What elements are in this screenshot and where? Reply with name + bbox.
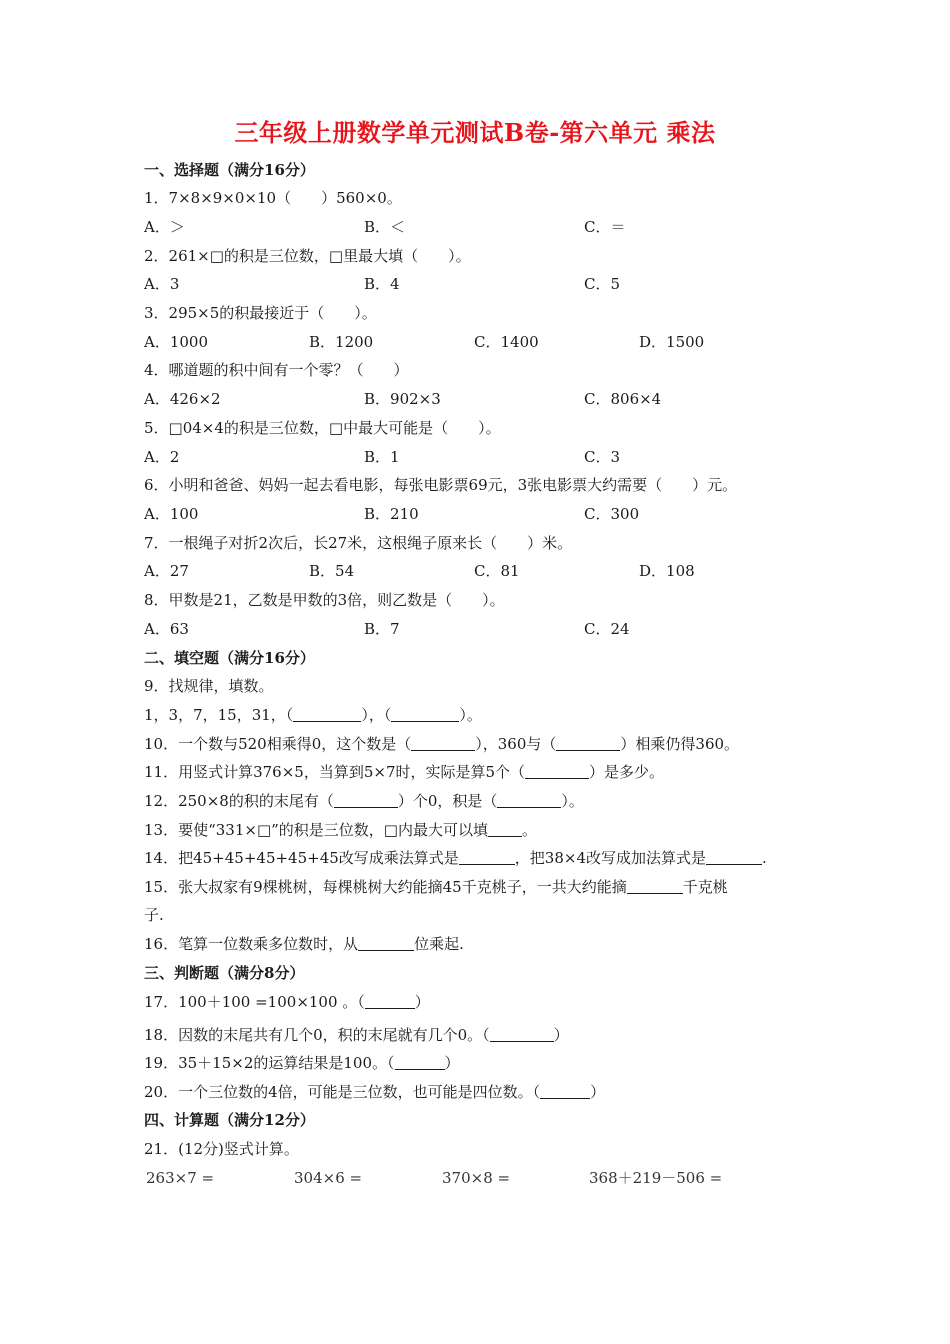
q2-option-c[interactable]: C．5	[584, 275, 621, 293]
q16-text-b: 位乘起.	[414, 935, 464, 953]
q11-blank[interactable]	[525, 762, 589, 779]
q13-blank[interactable]	[488, 820, 522, 837]
question-1: 1．7×8×9×0×10（ ）560×0。	[144, 189, 402, 207]
q18-blank[interactable]	[490, 1025, 554, 1042]
q2-option-a[interactable]: A．3	[144, 275, 180, 293]
question-6: 6．小明和爸爸、妈妈一起去看电影，每张电影票69元，3张电影票大约需要（ ）元。	[144, 476, 738, 494]
q9-blank-1[interactable]	[293, 705, 361, 722]
q10-blank-2[interactable]	[556, 734, 620, 751]
q9-seq-text-c: ）。	[459, 706, 482, 724]
question-5: 5．□04×4的积是三位数，□中最大可能是（ ）。	[144, 419, 501, 437]
section-heading-fill: 二、填空题（满分16分）	[144, 649, 315, 667]
section-heading-calc: 四、计算题（满分12分）	[144, 1111, 315, 1129]
q8-option-a[interactable]: A．63	[144, 620, 189, 638]
question-16	[144, 930, 464, 958]
question-19	[144, 1049, 460, 1077]
q20-text-a: 20．一个三位数的4倍，可能是三位数，也可能是四位数。（	[144, 1083, 541, 1101]
q14-text-a: 14．把45+45+45+45+45改写成乘法算式是	[144, 849, 459, 867]
q15-blank[interactable]	[627, 877, 683, 894]
q17-blank[interactable]	[365, 992, 415, 1009]
question-12	[144, 787, 584, 815]
calc-item-3: 370×8 =	[442, 1169, 511, 1187]
calc-item-2: 304×6 =	[294, 1169, 363, 1187]
q8-option-c[interactable]: C．24	[584, 620, 630, 638]
q7-option-d[interactable]: D．108	[639, 562, 695, 580]
q9-blank-2[interactable]	[391, 705, 459, 722]
q1-option-c[interactable]: C．＝	[584, 218, 626, 236]
q3-option-c[interactable]: C．1400	[474, 333, 539, 351]
q20-blank[interactable]	[540, 1082, 590, 1099]
question-2: 2．261×□的积是三位数，□里最大填（ ）。	[144, 247, 471, 265]
q14-blank-2[interactable]	[706, 848, 762, 865]
question-21: 21．(12分)竖式计算。	[144, 1140, 299, 1158]
q10-text-b: ），360与（	[475, 735, 557, 753]
q14-text-c: .	[762, 849, 767, 867]
q17-text-b: ）	[414, 993, 430, 1011]
q2-option-b[interactable]: B．4	[364, 275, 400, 293]
q12-blank-1[interactable]	[334, 791, 398, 808]
question-13	[144, 816, 537, 844]
q19-text-a: 19．35＋15×2的运算结果是100。（	[144, 1054, 395, 1072]
question-11	[144, 758, 664, 786]
q11-text-b: ）是多少。	[589, 763, 665, 781]
q8-option-b[interactable]: B．7	[364, 620, 400, 638]
question-14	[144, 844, 767, 872]
q9-seq-text-a: 1，3，7，15，31，（	[144, 706, 294, 724]
q14-blank-1[interactable]	[459, 848, 515, 865]
q12-text-c: ）。	[561, 792, 584, 810]
question-17	[144, 988, 430, 1016]
question-9-sequence	[144, 701, 482, 729]
q12-blank-2[interactable]	[497, 791, 561, 808]
q7-option-c[interactable]: C．81	[474, 562, 520, 580]
q3-option-b[interactable]: B．1200	[309, 333, 374, 351]
q5-option-b[interactable]: B．1	[364, 448, 400, 466]
q10-text-a: 10．一个数与520相乘得0，这个数是（	[144, 735, 412, 753]
question-3: 3．295×5的积最接近于（ ）。	[144, 304, 377, 322]
q1-option-b[interactable]: B．＜	[364, 218, 406, 236]
section-heading-judge: 三、判断题（满分8分）	[144, 964, 305, 982]
q18-text-a: 18．因数的末尾共有几个0，积的末尾就有几个0。（	[144, 1026, 490, 1044]
q15-text-a: 15．张大叔家有9棵桃树，每棵桃树大约能摘45千克桃子，一共大约能摘	[144, 878, 627, 896]
q14-text-b: ，把38×4改写成加法算式是	[514, 849, 706, 867]
q10-text-c: ）相乘仍得360。	[620, 735, 740, 753]
q7-option-b[interactable]: B．54	[309, 562, 355, 580]
q3-option-a[interactable]: A．1000	[144, 333, 209, 351]
q19-blank[interactable]	[395, 1053, 445, 1070]
q13-text-b: 。	[521, 821, 537, 839]
q10-blank-1[interactable]	[411, 734, 475, 751]
question-8: 8．甲数是21，乙数是甲数的3倍，则乙数是（ ）。	[144, 591, 505, 609]
question-15-continued: 子.	[144, 906, 164, 924]
q5-option-c[interactable]: C．3	[584, 448, 621, 466]
q15-text-b: 千克桃	[682, 878, 728, 896]
q16-text-a: 16．笔算一位数乘多位数时，从	[144, 935, 359, 953]
q19-text-b: ）	[444, 1054, 460, 1072]
q17-text-a: 17．100＋100 =100×100 。（	[144, 993, 365, 1011]
question-15	[144, 873, 728, 901]
q4-option-c[interactable]: C．806×4	[584, 390, 662, 408]
question-18	[144, 1021, 569, 1049]
q20-text-b: ）	[590, 1083, 606, 1101]
section-heading-choice: 一、选择题（满分16分）	[144, 161, 315, 179]
q13-text-a: 13．要使“331×□”的积是三位数，□内最大可以填	[144, 821, 488, 839]
q4-option-b[interactable]: B．902×3	[364, 390, 441, 408]
q6-option-c[interactable]: C．300	[584, 505, 640, 523]
q6-option-b[interactable]: B．210	[364, 505, 419, 523]
q1-option-a[interactable]: A．＞	[144, 218, 185, 236]
question-4: 4．哪道题的积中间有一个零？（ ）	[144, 361, 409, 379]
q12-text-b: ）个0，积是（	[397, 792, 498, 810]
question-9: 9．找规律，填数。	[144, 677, 274, 695]
q11-text-a: 11．用竖式计算376×5，当算到5×7时，实际是算5个（	[144, 763, 526, 781]
question-20	[144, 1078, 605, 1106]
q12-text-a: 12．250×8的积的末尾有（	[144, 792, 334, 810]
q6-option-a[interactable]: A．100	[144, 505, 199, 523]
q5-option-a[interactable]: A．2	[144, 448, 180, 466]
q16-blank[interactable]	[358, 934, 414, 951]
question-10	[144, 730, 739, 758]
calc-item-1: 263×7 =	[146, 1169, 215, 1187]
q4-option-a[interactable]: A．426×2	[144, 390, 221, 408]
q9-seq-text-b: ），（	[361, 706, 392, 724]
question-7: 7．一根绳子对折2次后，长27米，这根绳子原来长（ ）米。	[144, 534, 573, 552]
q3-option-d[interactable]: D．1500	[639, 333, 705, 351]
q18-text-b: ）	[553, 1026, 569, 1044]
calc-item-4: 368＋219－506 =	[589, 1169, 723, 1187]
q7-option-a[interactable]: A．27	[144, 562, 189, 580]
page-title: 三年级上册数学单元测试B卷-第六单元 乘法	[234, 118, 716, 147]
